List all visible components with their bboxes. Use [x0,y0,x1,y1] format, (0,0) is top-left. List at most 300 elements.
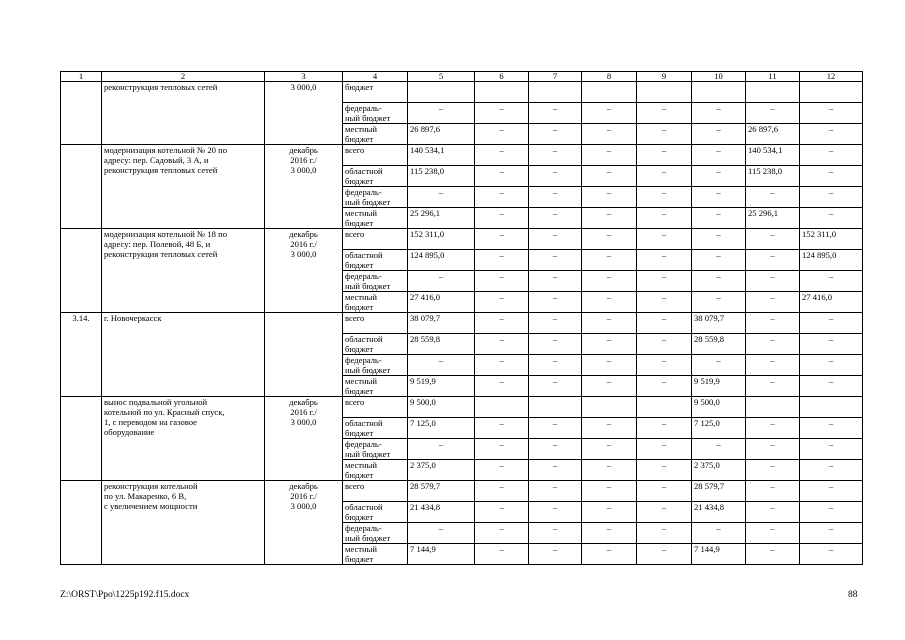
funding-source-line: ный бюджет [345,365,391,375]
value-cell: – [582,544,637,565]
item-term [265,397,343,481]
value-cell: – [637,334,692,355]
column-header: 12 [800,72,863,82]
funding-source [343,313,408,334]
funding-source [343,502,408,523]
value-cell: – [637,229,692,250]
item-term-line: 3 000,0 [290,249,317,259]
funding-source-line: бюджет [345,554,374,564]
value-cell: – [692,229,746,250]
item-term-line: 3 000,0 [290,165,317,175]
value-cell: – [637,418,692,439]
value-cell: – [800,334,863,355]
funding-source-line: федераль- [345,439,382,449]
value-cell [582,82,637,103]
value-cell: – [475,439,529,460]
value-cell: – [746,376,800,397]
column-header: 9 [637,72,692,82]
value-cell: – [746,313,800,334]
value-cell: – [637,166,692,187]
value-cell: – [475,523,529,544]
value-cell [408,82,475,103]
item-name [102,481,265,565]
value-cell: – [746,292,800,313]
funding-source-line: всего [345,397,365,407]
item-number [61,145,102,229]
item-name-line: реконструкция тепловых сетей [104,165,218,175]
value-cell: – [800,103,863,124]
value-cell: – [475,376,529,397]
value-cell: 7 125,0 [692,418,746,439]
value-cell: – [692,523,746,544]
table-body [61,82,863,565]
value-cell [582,397,637,418]
value-cell: – [582,418,637,439]
value-cell: – [800,187,863,208]
value-cell: – [637,271,692,292]
funding-source-line: ный бюджет [345,281,391,291]
value-cell: – [637,250,692,271]
item-name-line: г. Новочеркасск [104,313,162,323]
value-cell: – [692,250,746,271]
value-cell: – [582,187,637,208]
funding-source-line: областной [345,418,383,428]
funding-source [343,145,408,166]
value-cell: – [408,103,475,124]
value-cell: – [637,523,692,544]
funding-source [343,271,408,292]
column-header: 11 [746,72,800,82]
value-cell: – [746,481,800,502]
funding-source [343,103,408,124]
value-cell: 115 238,0 [746,166,800,187]
value-cell: – [475,544,529,565]
item-term [265,82,343,145]
item-number [61,397,102,481]
value-cell [637,397,692,418]
value-cell: – [529,166,582,187]
table-row [61,229,863,250]
funding-source-line: местный [345,544,378,554]
item-name-line: адресу: пер. Садовый, 3 А, и [104,155,209,165]
value-cell: – [800,439,863,460]
value-cell: – [746,187,800,208]
value-cell: 9 519,9 [408,376,475,397]
value-cell: – [582,166,637,187]
value-cell: 115 238,0 [408,166,475,187]
funding-source [343,82,408,103]
funding-source [343,208,408,229]
value-cell: 9 500,0 [692,397,746,418]
funding-source [343,355,408,376]
funding-source-line: местный [345,292,378,302]
funding-source-line: бюджет [345,470,374,480]
value-cell: – [408,439,475,460]
value-cell: – [692,355,746,376]
value-cell: – [637,355,692,376]
column-header: 7 [529,72,582,82]
value-cell: – [800,418,863,439]
value-cell: – [529,250,582,271]
column-header: 4 [343,72,408,82]
value-cell: – [582,145,637,166]
value-cell: – [746,103,800,124]
value-cell: – [582,124,637,145]
value-cell: 28 579,7 [692,481,746,502]
item-name-line: 1, с переводом на газовое [104,417,197,427]
funding-source-line: бюджет [345,134,374,144]
value-cell: 2 375,0 [692,460,746,481]
file-path: Z:\ORST\Ppo\1225p192.f15.docx [60,590,190,600]
item-term-line: 2016 г./ [290,239,317,249]
funding-source [343,523,408,544]
page-number: 88 [848,590,858,600]
item-term-line: декабрь [289,481,318,491]
value-cell: 152 311,0 [800,229,863,250]
funding-source-line: ный бюджет [345,197,391,207]
value-cell: – [692,103,746,124]
value-cell: – [692,439,746,460]
funding-source-line: областной [345,334,383,344]
value-cell: – [582,481,637,502]
item-number [61,82,102,145]
funding-source-line: всего [345,481,365,491]
funding-source [343,481,408,502]
value-cell: – [637,292,692,313]
value-cell: 25 296,1 [408,208,475,229]
value-cell: – [529,502,582,523]
value-cell: – [582,376,637,397]
value-cell: – [746,334,800,355]
value-cell: – [582,103,637,124]
value-cell: – [692,187,746,208]
value-cell: – [746,229,800,250]
value-cell: – [637,145,692,166]
value-cell: – [408,271,475,292]
item-term [265,229,343,313]
table-row [61,145,863,166]
item-term [265,145,343,229]
value-cell: – [692,124,746,145]
value-cell: – [637,313,692,334]
value-cell: – [637,502,692,523]
value-cell: 28 579,7 [408,481,475,502]
value-cell: – [408,355,475,376]
value-cell: – [800,271,863,292]
value-cell: – [475,208,529,229]
funding-source [343,439,408,460]
item-name-line: модернизация котельной № 18 по [104,229,228,239]
funding-source [343,229,408,250]
table-row [61,82,863,103]
column-header: 8 [582,72,637,82]
value-cell: – [746,355,800,376]
funding-source-line: ный бюджет [345,113,391,123]
value-cell: – [408,187,475,208]
value-cell: – [529,145,582,166]
item-term [265,313,343,397]
item-name-line: адресу: пер. Полевой, 48 Б, и [104,239,211,249]
value-cell: 26 897,6 [408,124,475,145]
value-cell [529,397,582,418]
value-cell: – [582,523,637,544]
value-cell: – [475,481,529,502]
value-cell: – [637,460,692,481]
item-name-line: по ул. Макаренко, 6 В, [104,491,187,501]
item-name-line: с увеличением мощности [104,501,198,511]
item-name-line: котельной по ул. Красный спуск, [104,407,225,417]
value-cell: 9 519,9 [692,376,746,397]
value-cell: 27 416,0 [408,292,475,313]
item-term-line: декабрь [289,397,318,407]
funding-source-line: бюджет [345,260,374,270]
value-cell: – [637,481,692,502]
value-cell: – [475,460,529,481]
value-cell: – [746,250,800,271]
funding-source-line: бюджет [345,82,374,92]
value-cell: – [475,355,529,376]
value-cell: – [800,460,863,481]
value-cell: – [582,313,637,334]
funding-source [343,250,408,271]
value-cell: – [408,523,475,544]
value-cell: – [582,460,637,481]
column-header: 5 [408,72,475,82]
funding-source [343,292,408,313]
value-cell: – [800,523,863,544]
value-cell: – [746,460,800,481]
value-cell: 7 125,0 [408,418,475,439]
value-cell: – [475,187,529,208]
value-cell: – [475,292,529,313]
funding-source [343,124,408,145]
value-cell: 21 434,8 [692,502,746,523]
item-term-line: 3 000,0 [290,501,317,511]
value-cell: 140 534,1 [408,145,475,166]
value-cell: – [475,313,529,334]
funding-source-line: бюджет [345,344,374,354]
column-header: 10 [692,72,746,82]
funding-source-line: областной [345,250,383,260]
value-cell: – [746,418,800,439]
funding-source-line: бюджет [345,218,374,228]
value-cell: – [529,355,582,376]
value-cell: – [475,166,529,187]
value-cell: 7 144,9 [408,544,475,565]
item-number: 3.14. [61,313,102,397]
value-cell: – [692,145,746,166]
funding-source-line: бюджет [345,302,374,312]
value-cell: – [746,271,800,292]
value-cell: 28 559,8 [408,334,475,355]
funding-source-line: местный [345,208,378,218]
funding-source-line: федераль- [345,523,382,533]
item-name-line: оборудование [104,427,155,437]
funding-source [343,334,408,355]
value-cell: – [475,145,529,166]
funding-source-line: бюджет [345,176,374,186]
value-cell: – [582,250,637,271]
value-cell: – [800,166,863,187]
value-cell: – [800,124,863,145]
funding-source-line: федераль- [345,355,382,365]
value-cell [746,397,800,418]
value-cell: – [529,124,582,145]
value-cell: – [475,271,529,292]
value-cell: 7 144,9 [692,544,746,565]
item-term-line: 2016 г./ [290,407,317,417]
value-cell: – [582,355,637,376]
value-cell: – [582,439,637,460]
value-cell: – [637,376,692,397]
value-cell [529,82,582,103]
item-name [102,145,265,229]
item-term-line: 3 000,0 [290,82,317,92]
value-cell: – [692,271,746,292]
funding-source-line: всего [345,313,365,323]
value-cell: – [529,292,582,313]
funding-source-line: ный бюджет [345,449,391,459]
value-cell: – [800,145,863,166]
item-number [61,229,102,313]
value-cell: – [529,439,582,460]
value-cell: – [746,544,800,565]
value-cell: – [529,187,582,208]
value-cell: 9 500,0 [408,397,475,418]
value-cell: – [582,502,637,523]
value-cell: 38 079,7 [408,313,475,334]
value-cell: – [529,481,582,502]
value-cell: – [529,334,582,355]
value-cell: 140 534,1 [746,145,800,166]
value-cell: – [692,208,746,229]
funding-source-line: местный [345,460,378,470]
value-cell: 124 895,0 [408,250,475,271]
column-header: 6 [475,72,529,82]
funding-source [343,397,408,418]
value-cell: – [800,355,863,376]
header-row [61,72,863,82]
funding-source [343,418,408,439]
funding-source [343,460,408,481]
value-cell: 25 296,1 [746,208,800,229]
budget-table [60,71,863,565]
item-term [265,481,343,565]
funding-source-line: областной [345,502,383,512]
table-row [61,313,863,334]
funding-source-line: федераль- [345,103,382,113]
value-cell: – [475,229,529,250]
value-cell: – [637,208,692,229]
funding-source-line: ный бюджет [345,533,391,543]
value-cell: – [529,229,582,250]
value-cell: – [582,292,637,313]
value-cell: – [475,334,529,355]
value-cell: – [475,418,529,439]
item-name [102,397,265,481]
column-header: 2 [102,72,265,82]
value-cell: 28 559,8 [692,334,746,355]
value-cell: – [800,376,863,397]
item-name-line: модернизация котельной № 20 по [104,145,228,155]
value-cell: – [582,334,637,355]
value-cell: – [529,460,582,481]
value-cell: – [692,292,746,313]
funding-source [343,187,408,208]
value-cell [800,82,863,103]
value-cell: – [637,544,692,565]
value-cell: 2 375,0 [408,460,475,481]
funding-source [343,376,408,397]
value-cell: 124 895,0 [800,250,863,271]
value-cell: – [529,271,582,292]
value-cell [637,82,692,103]
item-term-line: декабрь [289,229,318,239]
value-cell: – [475,502,529,523]
value-cell [800,397,863,418]
value-cell: – [800,481,863,502]
value-cell: – [582,208,637,229]
item-term-line: декабрь [289,145,318,155]
funding-source-line: всего [345,145,365,155]
value-cell: – [582,229,637,250]
value-cell: – [746,523,800,544]
value-cell: – [529,376,582,397]
value-cell [746,82,800,103]
value-cell: – [637,103,692,124]
column-header: 1 [61,72,102,82]
value-cell: – [800,544,863,565]
item-name-line: вынос подвальной угольной [104,397,208,407]
funding-source [343,166,408,187]
value-cell: – [637,439,692,460]
value-cell: – [475,250,529,271]
value-cell: – [800,502,863,523]
value-cell: 38 079,7 [692,313,746,334]
value-cell: 152 311,0 [408,229,475,250]
value-cell: – [746,439,800,460]
value-cell: – [746,502,800,523]
value-cell: – [529,523,582,544]
value-cell: – [529,544,582,565]
table-row [61,397,863,418]
table-row [61,481,863,502]
value-cell: – [637,187,692,208]
value-cell [475,82,529,103]
funding-source-line: бюджет [345,512,374,522]
value-cell: – [529,418,582,439]
value-cell: – [800,313,863,334]
item-name [102,82,265,145]
item-term-line: 2016 г./ [290,155,317,165]
funding-source-line: местный [345,124,378,134]
value-cell: – [475,124,529,145]
value-cell [692,82,746,103]
funding-source-line: бюджет [345,386,374,396]
value-cell [475,397,529,418]
value-cell: – [529,313,582,334]
item-name [102,229,265,313]
item-name-line: реконструкция тепловых сетей [104,249,218,259]
funding-source-line: федераль- [345,271,382,281]
value-cell: 27 416,0 [800,292,863,313]
value-cell: – [582,271,637,292]
funding-source-line: федераль- [345,187,382,197]
funding-source-line: бюджет [345,428,374,438]
value-cell: 26 897,6 [746,124,800,145]
item-name-line: реконструкция тепловых сетей [104,82,218,92]
funding-source [343,544,408,565]
